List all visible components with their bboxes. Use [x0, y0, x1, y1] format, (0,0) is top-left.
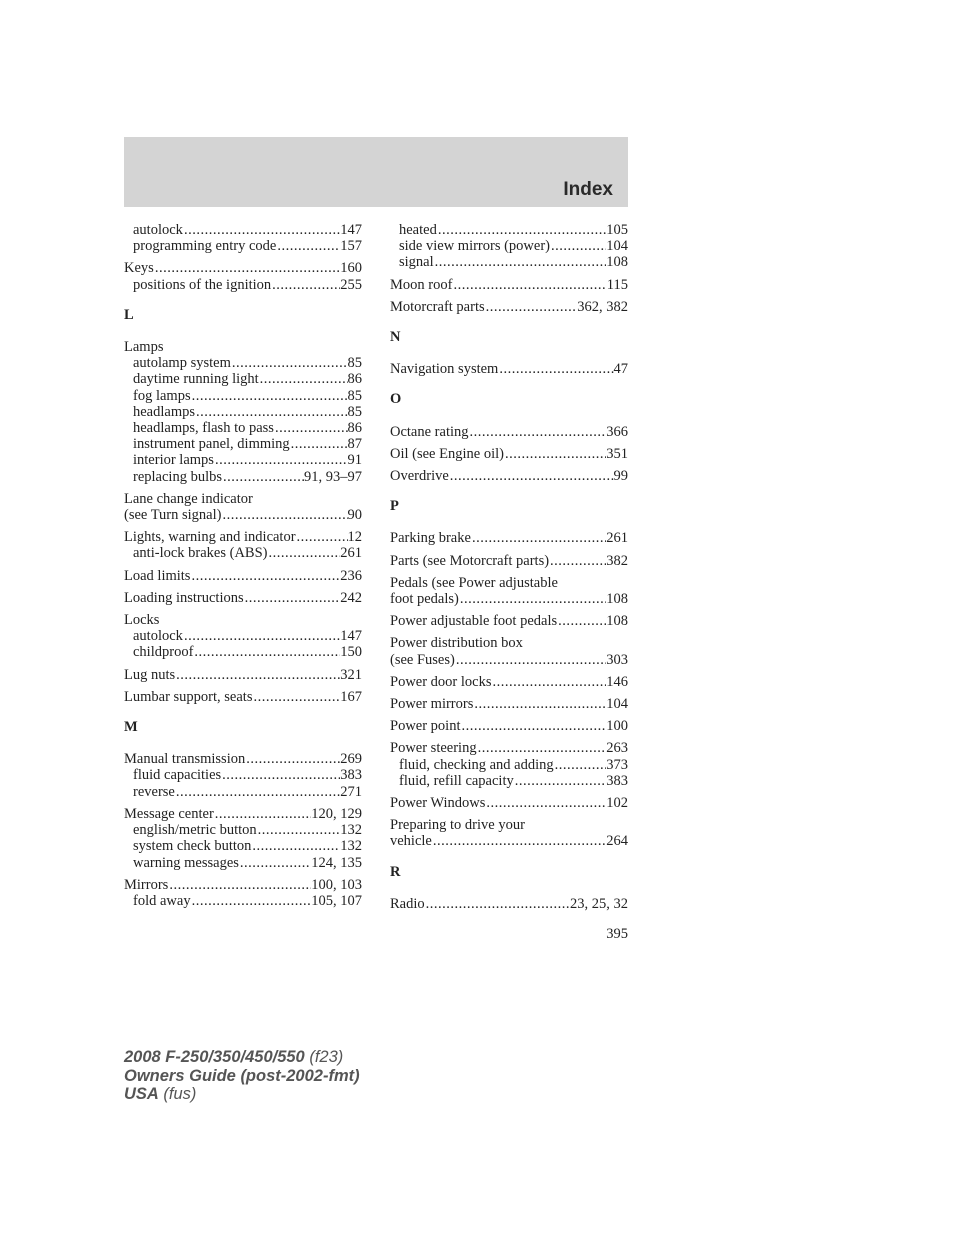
entry-page-ref[interactable]: 105 [606, 222, 628, 238]
index-subentry [124, 784, 362, 800]
entry-term: Overdrive [390, 468, 449, 485]
index-entry-line [390, 896, 628, 912]
index-subentry [390, 238, 628, 254]
index-entry-line [390, 553, 628, 569]
index-entry-line [124, 568, 362, 584]
entry-page-ref[interactable]: 99 [613, 468, 628, 485]
index-entry-line [124, 751, 362, 767]
entry-term: Power adjustable foot pedals [390, 613, 558, 630]
index-subentry [124, 838, 362, 854]
index-entry-line [390, 299, 628, 315]
index-entry [390, 817, 628, 849]
section-letter: L [124, 306, 134, 323]
entry-page-ref[interactable]: 321 [340, 666, 362, 683]
index-entry-line [390, 424, 628, 440]
entry-term: headlamps [133, 403, 196, 420]
dot-leader [425, 896, 570, 912]
entry-term: Keys [124, 260, 154, 277]
entry-page-ref[interactable]: 373 [606, 756, 628, 773]
entry-term: daytime running light [133, 371, 259, 388]
entry-page-ref[interactable]: 242 [340, 589, 362, 606]
entry-page-ref[interactable]: 108 [606, 613, 628, 630]
index-entry [390, 277, 628, 293]
index-entry-line [124, 529, 362, 545]
index-subentry [124, 436, 362, 452]
index-entry [390, 553, 628, 569]
index-entry [390, 446, 628, 462]
index-entry-line [390, 613, 628, 629]
index-subentry [124, 628, 362, 644]
index-entry-line [390, 795, 628, 811]
index-entry [124, 751, 362, 800]
entry-term: Lane change indicator [124, 490, 253, 507]
entry-page-ref[interactable]: 263 [606, 740, 628, 757]
dot-leader [271, 277, 340, 293]
index-entry [390, 299, 628, 315]
entry-term: fluid, refill capacity [399, 772, 514, 789]
entry-page-ref[interactable]: 91 [347, 452, 362, 469]
index-entry [390, 795, 628, 811]
dot-leader [221, 767, 340, 783]
dot-leader [191, 893, 312, 909]
index-subentry [124, 893, 362, 909]
dot-leader [492, 674, 607, 690]
index-entry-line [124, 612, 362, 628]
entry-term: signal [399, 254, 434, 271]
entry-page-ref[interactable]: 115 [606, 276, 628, 293]
index-entry [390, 424, 628, 440]
entry-page-ref[interactable]: 102 [606, 795, 628, 812]
entry-term: Message center [124, 805, 214, 822]
entry-term: replacing bulbs [133, 468, 222, 485]
index-entry [124, 529, 362, 561]
dot-leader [154, 260, 340, 276]
entry-term: Power door locks [390, 673, 492, 690]
entry-term: reverse [133, 783, 175, 800]
entry-page-ref[interactable]: 150 [340, 644, 362, 661]
dot-leader [459, 591, 606, 607]
index-entry-line [390, 361, 628, 377]
entry-term: vehicle [390, 833, 432, 850]
dot-leader [469, 424, 607, 440]
entry-page-ref[interactable]: 271 [340, 783, 362, 800]
entry-page-ref[interactable]: 383 [606, 772, 628, 789]
index-entry [390, 696, 628, 712]
index-subentry [124, 452, 362, 468]
entry-term: system check button [133, 838, 252, 855]
entry-page-ref[interactable]: 12 [347, 529, 362, 546]
index-entry [390, 222, 628, 271]
footer-region-code: (fus) [158, 1085, 197, 1103]
entry-page-ref[interactable]: 47 [613, 361, 628, 378]
dot-leader [222, 469, 304, 485]
index-column-left [124, 222, 362, 915]
entry-page-ref[interactable]: 104 [606, 238, 628, 255]
index-entry-line [124, 590, 362, 606]
dot-leader [276, 238, 340, 254]
dot-leader [191, 388, 348, 404]
entry-term: Lug nuts [124, 666, 176, 683]
index-entry-line [390, 652, 628, 668]
entry-term: fog lamps [133, 387, 191, 404]
dot-leader [473, 696, 606, 712]
index-entry-line [390, 575, 628, 591]
footer-guide: Owners Guide (post-2002-fmt) [124, 1066, 360, 1085]
entry-term: Mirrors [124, 876, 169, 893]
dot-leader [268, 545, 341, 561]
dot-leader [554, 757, 607, 773]
index-subentry [390, 254, 628, 270]
dot-leader [437, 222, 606, 238]
entry-term: positions of the ignition [133, 276, 272, 293]
index-header-band [124, 137, 628, 207]
entry-page-ref[interactable]: 108 [606, 591, 628, 608]
index-entry-line [390, 635, 628, 651]
dot-leader [434, 254, 607, 270]
dot-leader [190, 568, 340, 584]
entry-term: Power mirrors [390, 696, 474, 713]
entry-term: foot pedals) [390, 591, 459, 608]
entry-page-ref[interactable]: 269 [340, 751, 362, 768]
entry-page-ref[interactable]: 167 [340, 688, 362, 705]
entry-term: Load limits [124, 567, 191, 584]
entry-term: Lights, warning and indicator [124, 529, 296, 546]
index-entry-line [390, 468, 628, 484]
index-entry [124, 612, 362, 661]
entry-page-ref[interactable]: 100, 103 [311, 876, 362, 893]
entry-page-ref[interactable]: 303 [606, 651, 628, 668]
index-subentry [124, 545, 362, 561]
entry-term: interior lamps [133, 452, 214, 469]
dot-leader [432, 833, 606, 849]
index-subentry [124, 822, 362, 838]
index-entry-line [124, 667, 362, 683]
dot-leader [251, 838, 340, 854]
dot-leader [259, 371, 348, 387]
index-entry-line [390, 591, 628, 607]
entry-term: Loading instructions [124, 589, 244, 606]
entry-term: heated [399, 222, 437, 238]
section-letter: O [390, 391, 402, 408]
entry-page-ref[interactable]: 87 [347, 436, 362, 453]
entry-term: anti-lock brakes (ABS) [133, 545, 268, 562]
index-entry-line [390, 446, 628, 462]
dot-leader [485, 299, 578, 315]
index-entry-line [124, 507, 362, 523]
dot-leader [274, 420, 348, 436]
dot-leader [257, 822, 341, 838]
dot-leader [498, 361, 613, 377]
index-entry-line [390, 530, 628, 546]
index-entry [390, 530, 628, 546]
entry-term: (see Turn signal) [124, 507, 222, 524]
dot-leader [183, 222, 340, 238]
entry-page-ref[interactable]: 86 [347, 371, 362, 388]
index-subentry [124, 469, 362, 485]
entry-page-ref[interactable]: 261 [340, 545, 362, 562]
index-entry [390, 468, 628, 484]
entry-page-ref[interactable]: 236 [340, 567, 362, 584]
entry-page-ref[interactable]: 85 [347, 355, 362, 372]
entry-term: Parking brake [390, 530, 471, 547]
index-entry-line [390, 696, 628, 712]
index-subentry [124, 238, 362, 254]
entry-term: Power point [390, 718, 461, 735]
dot-leader [214, 806, 311, 822]
index-entry-line [124, 491, 362, 507]
entry-page-ref[interactable]: 382 [606, 552, 628, 569]
entry-page-ref[interactable]: 85 [347, 387, 362, 404]
entry-page-ref[interactable]: 100 [606, 718, 628, 735]
entry-page-ref[interactable]: 351 [606, 445, 628, 462]
entry-page-ref[interactable]: 132 [340, 838, 362, 855]
entry-term: autolock [133, 628, 183, 645]
entry-term: Power steering [390, 740, 477, 757]
index-entry [390, 896, 628, 912]
dot-leader [195, 404, 347, 420]
index-entry [390, 613, 628, 629]
entry-term: Power Windows [390, 795, 486, 812]
entry-term: Radio [390, 895, 425, 912]
entry-term: side view mirrors (power) [399, 238, 550, 255]
dot-leader [239, 855, 311, 871]
entry-page-ref[interactable]: 157 [340, 238, 362, 255]
entry-page-ref[interactable]: 120, 129 [311, 805, 362, 822]
index-entry [124, 222, 362, 254]
footer-region: USA [124, 1085, 159, 1103]
index-entry [390, 361, 628, 377]
entry-page-ref[interactable]: 255 [340, 276, 362, 293]
footer-line-region [124, 1085, 360, 1104]
dot-leader [193, 644, 340, 660]
entry-page-ref[interactable]: 147 [340, 628, 362, 645]
dot-leader [183, 628, 340, 644]
index-entry-line [390, 277, 628, 293]
entry-term: fold away [133, 892, 191, 909]
index-entry-line [124, 339, 362, 355]
dot-leader [252, 689, 340, 705]
entry-page-ref[interactable]: 383 [340, 767, 362, 784]
entry-term: childproof [133, 644, 194, 661]
dot-leader [449, 468, 614, 484]
footer-document-info [124, 1048, 360, 1104]
index-entry [124, 568, 362, 584]
index-entry-line [390, 740, 628, 756]
page-number: 395 [606, 926, 628, 942]
index-entry [124, 260, 362, 292]
dot-leader [514, 773, 607, 789]
section-letter: N [390, 329, 401, 346]
entry-page-ref[interactable]: 105, 107 [311, 892, 362, 909]
index-entry [390, 674, 628, 690]
dot-leader [168, 877, 311, 893]
index-entry [124, 667, 362, 683]
dot-leader [221, 507, 347, 523]
index-subentry [124, 420, 362, 436]
entry-page-ref[interactable]: 124, 135 [311, 854, 362, 871]
index-subentry [390, 773, 628, 789]
section-letter: M [124, 719, 138, 736]
entry-term: warning messages [133, 854, 239, 871]
entry-term: Oil (see Engine oil) [390, 445, 504, 462]
dot-leader [557, 613, 606, 629]
entry-page-ref[interactable]: 90 [347, 507, 362, 524]
entry-term: Octane rating [390, 423, 469, 440]
entry-page-ref[interactable]: 108 [606, 254, 628, 271]
index-subentry [390, 757, 628, 773]
entry-term: instrument panel, dimming [133, 436, 290, 453]
dot-leader [550, 238, 606, 254]
dot-leader [504, 446, 606, 462]
entry-term: headlamps, flash to pass [133, 420, 274, 437]
index-entry [124, 590, 362, 606]
section-letter: R [390, 863, 401, 880]
entry-page-ref[interactable]: 86 [347, 420, 362, 437]
index-subentry [390, 222, 628, 238]
index-title: Index [563, 179, 613, 200]
footer-line-model [124, 1048, 360, 1067]
index-subentry [124, 277, 362, 293]
dot-leader [175, 667, 340, 683]
index-entry [124, 877, 362, 909]
entry-page-ref[interactable]: 132 [340, 822, 362, 839]
dot-leader [175, 784, 340, 800]
index-subentry [124, 404, 362, 420]
index-entry [390, 635, 628, 667]
dot-leader [290, 436, 348, 452]
entry-term: fluid, checking and adding [399, 756, 554, 773]
index-subentry [124, 371, 362, 387]
entry-page-ref[interactable]: 261 [606, 530, 628, 547]
entry-term: Moon roof [390, 276, 453, 293]
dot-leader [549, 553, 606, 569]
footer-model: 2008 F-250/350/450/550 [124, 1048, 305, 1066]
index-entry [390, 718, 628, 734]
dot-leader [471, 530, 606, 546]
index-subentry [124, 855, 362, 871]
index-subentry [124, 388, 362, 404]
entry-page-ref[interactable]: 104 [606, 696, 628, 713]
entry-term: programming entry code [133, 238, 277, 255]
entry-term: Lamps [124, 339, 164, 356]
entry-page-ref[interactable]: 91, 93–97 [304, 468, 362, 485]
dot-leader [455, 652, 606, 668]
index-entry-line [124, 877, 362, 893]
index-entry [124, 689, 362, 705]
section-letter: P [390, 498, 399, 515]
dot-leader [245, 751, 340, 767]
index-entry-line [124, 806, 362, 822]
entry-page-ref[interactable]: 264 [606, 833, 628, 850]
entry-term: Parts (see Motorcraft parts) [390, 552, 550, 569]
index-entry-line [124, 689, 362, 705]
entry-term: Manual transmission [124, 751, 246, 768]
entry-term: Motorcraft parts [390, 298, 485, 315]
entry-page-ref[interactable]: 147 [340, 222, 362, 238]
index-subentry [124, 355, 362, 371]
index-subentry [124, 644, 362, 660]
index-entry-line [390, 833, 628, 849]
index-entry [124, 491, 362, 523]
index-entry [124, 339, 362, 485]
entry-term: autolamp system [133, 355, 231, 372]
dot-leader [231, 355, 348, 371]
dot-leader [485, 795, 606, 811]
entry-page-ref[interactable]: 85 [347, 403, 362, 420]
index-entry-line [390, 674, 628, 690]
dot-leader [214, 452, 348, 468]
entry-term: Navigation system [390, 361, 499, 378]
index-entry-line [390, 817, 628, 833]
index-subentry [124, 222, 362, 238]
entry-term: Pedals (see Power adjustable [390, 574, 558, 591]
entry-page-ref[interactable]: 146 [606, 673, 628, 690]
entry-term: fluid capacities [133, 767, 222, 784]
entry-page-ref[interactable]: 366 [606, 423, 628, 440]
index-entry [390, 575, 628, 607]
index-entry-line [390, 718, 628, 734]
index-subentry [124, 767, 362, 783]
index-entry [390, 740, 628, 789]
entry-term: (see Fuses) [390, 651, 455, 668]
dot-leader [452, 277, 606, 293]
entry-term: Lumbar support, seats [124, 688, 253, 705]
index-column-right [390, 222, 628, 918]
dot-leader [296, 529, 348, 545]
entry-term: Locks [124, 612, 160, 629]
dot-leader [477, 740, 607, 756]
dot-leader [460, 718, 606, 734]
entry-term: english/metric button [133, 822, 257, 839]
entry-term: Preparing to drive your [390, 817, 525, 834]
footer-model-code: (f23) [304, 1048, 344, 1066]
entry-term: autolock [133, 222, 183, 238]
entry-page-ref[interactable]: 160 [340, 260, 362, 277]
index-entry [124, 806, 362, 871]
entry-page-ref[interactable]: 362, 382 [577, 298, 628, 315]
entry-page-ref[interactable]: 23, 25, 32 [570, 895, 628, 912]
dot-leader [244, 590, 341, 606]
index-entry-line [124, 260, 362, 276]
entry-term: Power distribution box [390, 635, 523, 652]
